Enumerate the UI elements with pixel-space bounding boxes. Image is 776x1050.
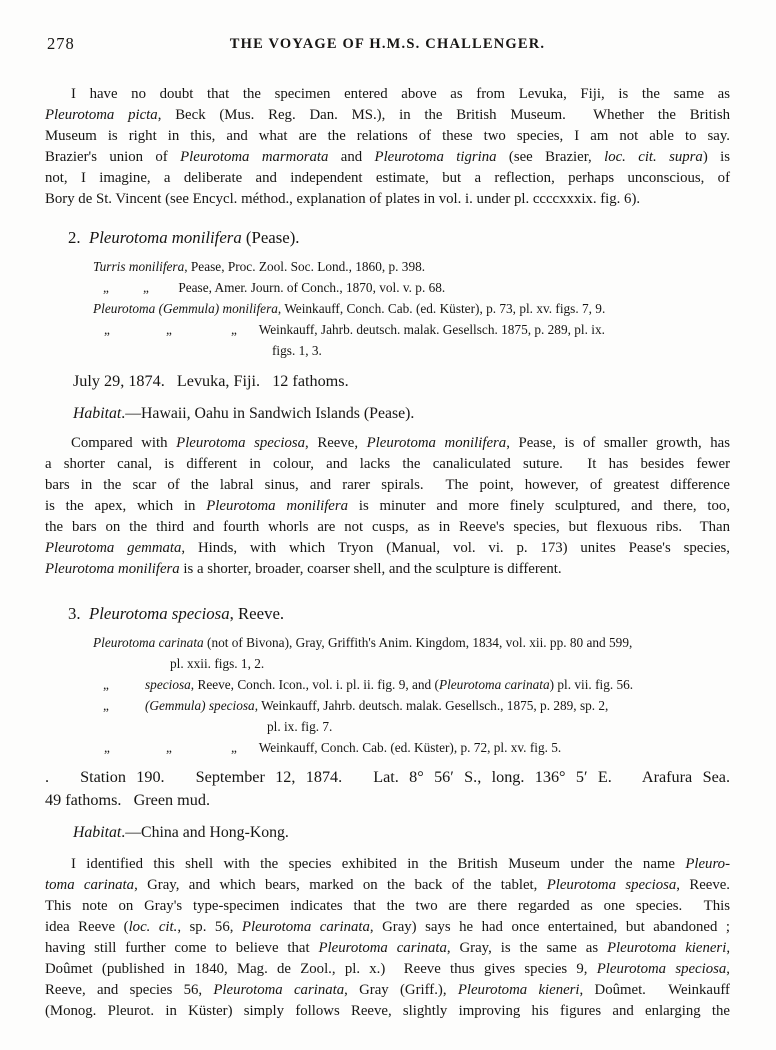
text-line: Compared with Pleurotoma speciosa, Reeve, Pleurotoma monilifera, Pease, is of smaller growth, has <box>71 435 730 451</box>
text-line: the bars on the third and fourth whorls are not cusps, as in Reeve's species, but flexuous ribs. Than <box>45 519 730 535</box>
text-line: „ speciosa, Reeve, Conch. Icon., vol. i. pl. ii. fig. 9, and (Pleurotoma carinata) pl. vii. fig. 56. <box>103 677 634 692</box>
text-line: a shorter canal, is different in colour, and lacks the canaliculated suture. It has besides fewer <box>45 456 730 472</box>
text-line: . Station 190. September 12, 1874. Lat. 8° 56′ S., long. 136° 5′ E. Arafura Sea. <box>45 768 730 786</box>
text-line: 49 fathoms. Green mud. <box>45 791 210 809</box>
text-line: Pleurotoma picta, Beck (Mus. Reg. Dan. MS.), in the British Museum. Whether the British <box>45 107 731 123</box>
text-line: „ „ Pease, Amer. Journ. of Conch., 1870, vol. v. p. 68. <box>103 280 446 295</box>
habitat-line-speciosa: Habitat.—China and Hong-Kong. <box>73 824 289 841</box>
description-paragraph-monilifera <box>45 433 730 580</box>
text-line: toma carinata, Gray, and which bears, marked on the back of the tablet, Pleurotoma speciosa, Reeve. <box>45 877 730 893</box>
text-line: (Monog. Pleurot. in Küster) simply follows Reeve, slightly improving his figures and enlarging the <box>45 1003 730 1019</box>
discussion-paragraph-speciosa <box>45 854 730 1022</box>
running-title: THE VOYAGE OF H.M.S. CHALLENGER. <box>229 36 546 52</box>
species-heading-3: 3. Pleurotoma speciosa, Reeve. <box>68 604 285 623</box>
intro-paragraph <box>45 84 730 210</box>
text-line: Brazier's union of Pleurotoma marmorata and Pleurotoma tigrina (see Brazier, loc. cit. supra) is <box>45 149 731 165</box>
text-line: I identified this shell with the species exhibited in the British Museum under the name Pleuro- <box>71 856 730 872</box>
running-head <box>45 34 730 56</box>
text-line: Turris monilifera, Pease, Proc. Zool. Soc. Lond., 1860, p. 398. <box>93 259 426 274</box>
text-line: Pleurotoma monilifera is a shorter, broader, coarser shell, and the sculpture is different. <box>45 561 562 577</box>
text-line: Pleurotoma (Gemmula) monilifera, Weinkauff, Conch. Cab. (ed. Küster), p. 73, pl. xv. figs. 7, 9. <box>93 301 606 316</box>
page-number: 278 <box>47 34 75 53</box>
text-line: Reeve, and species 56, Pleurotoma carinata, Gray (Griff.), Pleurotoma kieneri, Doûmet. Weinkauff <box>45 982 730 998</box>
text-line: pl. xxii. figs. 1, 2. <box>170 656 265 671</box>
species-heading-2: 2. Pleurotoma monilifera (Pease). <box>68 228 300 247</box>
text-line: Museum is right in this, and what are the relations of these two species, I am not able to say. <box>45 128 730 144</box>
station-paragraph-speciosa <box>45 766 730 812</box>
text-line: figs. 1, 3. <box>272 343 322 358</box>
text-line: „ „ „ Weinkauff, Jahrb. deutsch. malak. Gesellsch. 1875, p. 289, pl. ix. <box>104 322 605 337</box>
text-line: idea Reeve (loc. cit., sp. 56, Pleurotoma carinata, Gray) says he had once entertained, but abandoned ; <box>45 919 730 935</box>
text-line: This note on Gray's type-specimen indicates that the two are there regarded as one species. This <box>45 898 730 914</box>
station-line-monilifera: July 29, 1874. Levuka, Fiji. 12 fathoms. <box>73 372 349 390</box>
text-line: Pleurotoma carinata (not of Bivona), Gray, Griffith's Anim. Kingdom, 1834, vol. xii. pp. 80 and 599, <box>93 635 633 650</box>
text-line: bars in the scar of the labral sinus, and rarer spirals. The point, however, of greatest difference <box>45 477 730 493</box>
synonymy-list-3 <box>45 632 730 758</box>
text-line: having still further come to believe that Pleurotoma carinata, Gray, is the same as Pleurotoma kieneri, <box>45 940 731 956</box>
text-line: „ (Gemmula) speciosa, Weinkauff, Jahrb. deutsch. malak. Gesellsch., 1875, p. 289, sp. 2, <box>103 698 609 713</box>
text-line: is the apex, which in Pleurotoma monilifera is minuter and more finely sculptured, and there, too, <box>45 498 731 514</box>
habitat-line-monilifera: Habitat.—Hawaii, Oahu in Sandwich Islands (Pease). <box>73 405 415 422</box>
text-line: „ „ „ Weinkauff, Conch. Cab. (ed. Küster), p. 72, pl. xv. fig. 5. <box>104 740 562 755</box>
text-line: pl. ix. fig. 7. <box>267 719 333 734</box>
text-line: Bory de St. Vincent (see Encycl. méthod., explanation of plates in vol. i. under pl. ccccxxxix. fig. 6). <box>45 191 641 207</box>
text-line: not, I imagine, a deliberate and independent estimate, but a reflection, perhaps unconscious, of <box>45 170 730 186</box>
text-line: I have no doubt that the specimen entered above as from Levuka, Fiji, is the same as <box>71 86 730 102</box>
synonymy-list-2 <box>45 256 730 361</box>
text-line: Doûmet (published in 1840, Mag. de Zool., pl. x.) Reeve thus gives species 9, Pleurotoma speciosa, <box>45 961 730 977</box>
text-line: Pleurotoma gemmata, Hinds, with which Tryon (Manual, vol. vi. p. 173) unites Pease's species, <box>45 540 731 556</box>
